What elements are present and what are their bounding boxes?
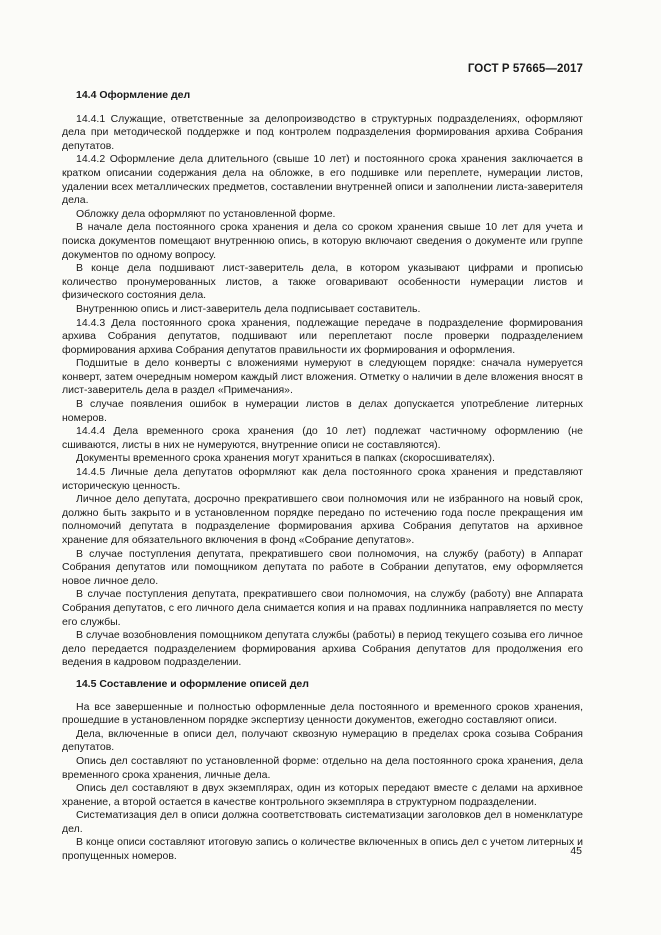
paragraph: Внутреннюю опись и лист-заверитель дела подписывает составитель. [76,302,421,315]
paragraph: В случае возобновления помощником депутата службы (работы) в период текущего созыва его личное дело передается подразделением формирования архива Собрания депутатов для продолжения его ведения в кадровом подразделении. [62,629,583,669]
paragraph: В случае поступления депутата, прекратившего свои полномочия, на службу (работу) в Аппарат Собрания депутатов или помощником депутата по работе в Собрании депутатов, ему оформляется новое личное дело. [62,547,583,587]
paragraph: Систематизация дел в описи должна соответствовать систематизации заголовков дел в номенклатуре дел. [62,809,583,835]
paragraph: В конце описи составляют итоговую запись о количестве включенных в опись дел с учетом литерных и пропущенных номеров. [62,836,583,863]
page-number: 45 [570,845,582,857]
section-14-5-body [62,701,583,864]
paragraph: 14.4.4 Дела временного срока хранения (до 10 лет) подлежат частичному оформлению (не сшиваются, листы в них не нумеруются, внутренние описи не составляются). [62,425,583,451]
paragraph: На все завершенные и полностью оформленные дела постоянного и временного сроков хранения, прошедшие в установленном порядке экспертизу ценности документов, ежегодно составляют описи. [62,700,583,727]
paragraph: Опись дел составляют в двух экземплярах, один из которых передают вместе с делами на архивное хранение, а второй остается в качестве контрольного экземпляра в структурном подразделении. [62,782,583,808]
paragraph: В случае появления ошибок в нумерации листов в делах допускается употребление литерных номеров. [62,398,583,424]
standard-header: ГОСТ Р 57665—2017 [467,63,583,75]
paragraph: Подшитые в дело конверты с вложениями нумеруют в следующем порядке: сначала нумеруется конверт, затем очередным номером каждый лист вложения. Отметку о наличии в деле вложения вносят в лист-заверитель дела в раздел «Примечания». [62,357,583,397]
paragraph: В начале дела постоянного срока хранения и дела со сроком хранения свыше 10 лет для учета и поиска документов помещают внутреннюю опись, в которую включают сведения о документе или группе документов по одному вопросу. [62,221,583,261]
paragraph: 14.4.1 Служащие, ответственные за делопроизводство в структурных подразделениях, оформляют дела при методической поддержке и под контролем подразделения формирования архива Собрания депутатов. [62,112,583,152]
page-content [62,89,583,864]
paragraph: Дела, включенные в описи дел, получают сквозную нумерацию в пределах срока созыва Собрания депутатов. [62,727,583,754]
section-14-4-body [62,113,583,670]
paragraph: В конце дела подшивают лист-заверитель дела, в котором указывают цифрами и прописью количество пронумерованных листов, а также оговаривают особенности нумерации листов и физического состояния дела. [62,262,583,302]
paragraph: Личное дело депутата, досрочно прекратившего свои полномочия или не избранного на новый срок, должно быть закрыто и в установленном порядке передано по истечению года после прекращения им полномочий депутата в подразделение формирования архива Собрания депутатов на архивное хранение для обязательного включения в фонд «Собрание депутатов». [62,493,583,546]
paragraph: 14.4.3 Дела постоянного срока хранения, подлежащие передаче в подразделение формирования архива Собрания депутатов, подшивают или переплетают после проверки подразделением формирования архива Собрания депутатов правильности их формирования и оформления. [62,316,583,356]
paragraph: Опись дел составляют по установленной форме: отдельно на дела постоянного срока хранения, дела временного срока хранения, личные дела. [62,754,583,781]
paragraph: 14.4.5 Личные дела депутатов оформляют как дела постоянного срока хранения и представляют историческую ценность. [62,466,583,492]
paragraph: Документы временного срока хранения могут храниться в папках (скоросшивателях). [76,452,495,465]
section-heading-14-4: 14.4 Оформление дел [76,89,191,101]
paragraph: 14.4.2 Оформление дела длительного (свыше 10 лет) и постоянного срока хранения заключается в кратком описании содержания дела на обложке, в его подшивке или переплете, нумерации листов, удалении всех металлических предметов, составлении внутренней описи и заполнении листа-заверителя дела. [62,153,583,207]
section-heading-14-5: 14.5 Составление и оформление описей дел [76,677,309,690]
paragraph: Обложку дела оформляют по установленной форме. [76,207,336,220]
paragraph: В случае поступления депутата, прекратившего свои полномочия, на службу (работу) вне Аппарата Собрания депутатов, с его личного дела снимается копия и на правах подлинника направляется по месту его службы. [62,588,583,628]
